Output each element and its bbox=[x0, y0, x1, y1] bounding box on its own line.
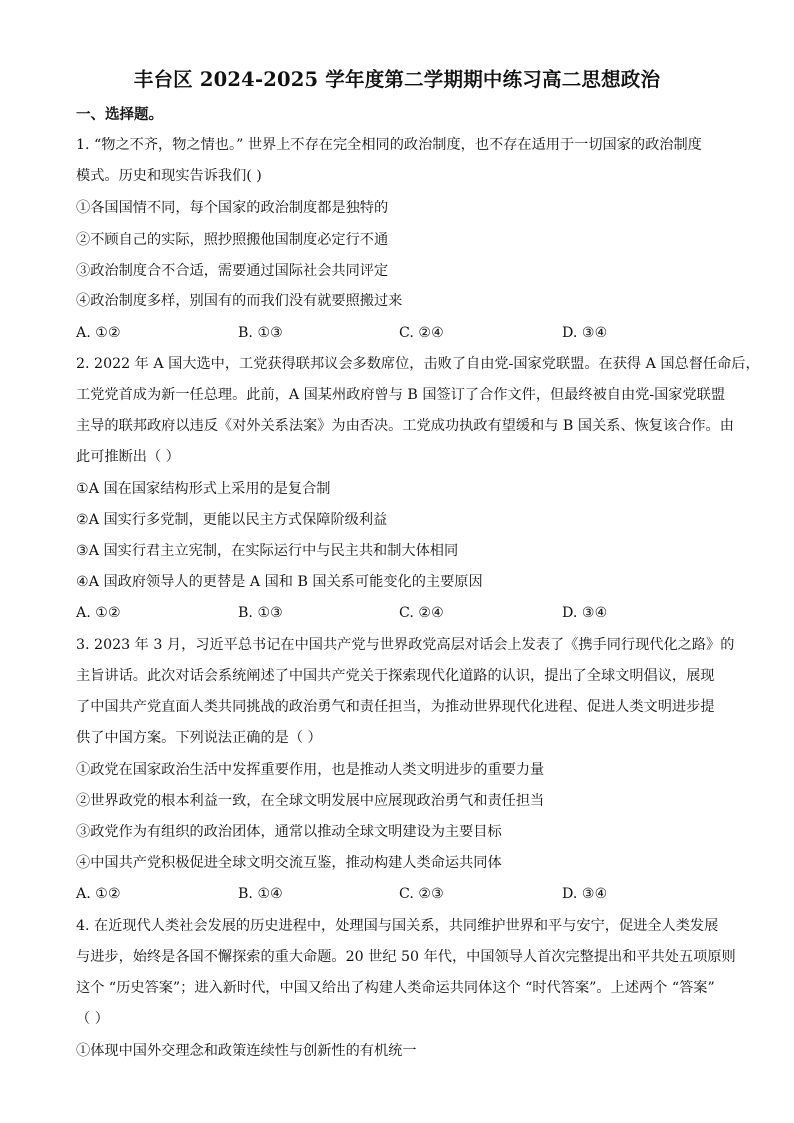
q1-option-b: B. ①③ bbox=[238, 325, 283, 341]
q2-stem-line: 2. 2022 年 A 国大选中，工党获得联邦议会多数席位，击败了自由党-国家党联盟。在获得 A 国总督任命后， bbox=[76, 356, 760, 372]
q4-stem-line: 4. 在近现代人类社会发展的历史进程中，处理国与国关系，共同维护世界和平与安宁，促进全人类发展 bbox=[76, 918, 719, 934]
q2-statement: ④A 国政府领导人的更替是 A 国和 B 国关系可能变化的主要原因 bbox=[76, 574, 483, 590]
q2-statement: ②A 国实行多党制，更能以民主方式保障阶级利益 bbox=[76, 512, 388, 528]
q4-stem-line: （ ） bbox=[76, 1011, 109, 1027]
q3-option-b: B. ①④ bbox=[238, 886, 283, 902]
q2-stem-line: 主导的联邦政府以违反《对外关系法案》为由否决。工党成功执政有望缓和与 B 国关系、恢复该合作。由 bbox=[76, 418, 734, 434]
q2-option-c: C. ②④ bbox=[399, 605, 444, 621]
q3-stem-line: 主旨讲话。此次对话会系统阐述了中国共产党关于探索现代化道路的认识，提出了全球文明倡议，展现 bbox=[76, 668, 715, 684]
q3-statement: ③政党作为有组织的政治团体，通常以推动全球文明建设为主要目标 bbox=[76, 824, 502, 840]
q3-option-a: A. ①② bbox=[76, 886, 121, 902]
q3-stem-line: 3. 2023 年 3 月，习近平总书记在中国共产党与世界政党高层对话会上发表了《携手同行现代化之路》的 bbox=[76, 637, 735, 653]
section-heading: 一、选择题。 bbox=[76, 106, 163, 123]
q3-statement: ④中国共产党积极促进全球文明交流互鉴，推动构建人类命运共同体 bbox=[76, 855, 502, 871]
q3-statement: ②世界政党的根本利益一致，在全球文明发展中应展现政治勇气和责任担当 bbox=[76, 793, 545, 809]
q1-option-d: D. ③④ bbox=[562, 325, 608, 341]
q2-options bbox=[76, 604, 726, 622]
q3-statement: ①政党在国家政治生活中发挥重要作用，也是推动人类文明进步的重要力量 bbox=[76, 762, 545, 778]
q1-options bbox=[76, 324, 726, 342]
q2-option-d: D. ③④ bbox=[562, 605, 608, 621]
q1-statement: ①各国国情不同，每个国家的政治制度都是独特的 bbox=[76, 200, 389, 216]
q1-stem-line: 1. “物之不齐，物之情也。” 世界上不存在完全相同的政治制度，也不存在适用于一切国家的政治制度 bbox=[76, 137, 702, 153]
q2-option-a: A. ①② bbox=[76, 605, 121, 621]
q1-statement: ④政治制度多样，别国有的而我们没有就要照搬过来 bbox=[76, 293, 403, 309]
q4-stem-line: 与进步，始终是各国不懈探索的重大命题。20 世纪 50 年代，中国领导人首次完整提出和平共处五项原则 bbox=[76, 949, 736, 965]
q4-stem-line: 这个 “历史答案”；进入新时代，中国又给出了构建人类命运共同体这个 “时代答案”。上述两个 “答案” bbox=[76, 980, 715, 996]
q3-options bbox=[76, 885, 726, 903]
q1-statement: ③政治制度合不合适，需要通过国际社会共同评定 bbox=[76, 263, 389, 279]
q3-option-c: C. ②③ bbox=[399, 886, 444, 902]
q1-option-a: A. ①② bbox=[76, 325, 121, 341]
exam-title: 丰台区 2024-2025 学年度第二学期期中练习高二思想政治 bbox=[133, 68, 661, 91]
q1-option-c: C. ②④ bbox=[399, 325, 444, 341]
q2-statement: ①A 国在国家结构形式上采用的是复合制 bbox=[76, 481, 331, 497]
q4-statement: ①体现中国外交理念和政策连续性与创新性的有机统一 bbox=[76, 1043, 417, 1059]
q2-statement: ③A 国实行君主立宪制，在实际运行中与民主共和制大体相同 bbox=[76, 543, 459, 559]
q3-stem-line: 供了中国方案。下列说法正确的是（ ） bbox=[76, 730, 322, 746]
q3-stem-line: 了中国共产党直面人类共同挑战的政治勇气和责任担当，为推动世界现代化进程、促进人类文明进步提 bbox=[76, 699, 715, 715]
q2-stem-line: 工党党首成为新一任总理。此前，A 国某州政府曾与 B 国签订了合作文件，但最终被自由党-国家党联盟 bbox=[76, 387, 726, 403]
q2-option-b: B. ①③ bbox=[238, 605, 283, 621]
q1-statement: ②不顾自己的实际，照抄照搬他国制度必定行不通 bbox=[76, 232, 389, 248]
q2-stem-line: 此可推断出（ ） bbox=[76, 449, 180, 465]
q1-stem-line: 模式。历史和现实告诉我们( ) bbox=[76, 168, 262, 184]
q3-option-d: D. ③④ bbox=[562, 886, 608, 902]
